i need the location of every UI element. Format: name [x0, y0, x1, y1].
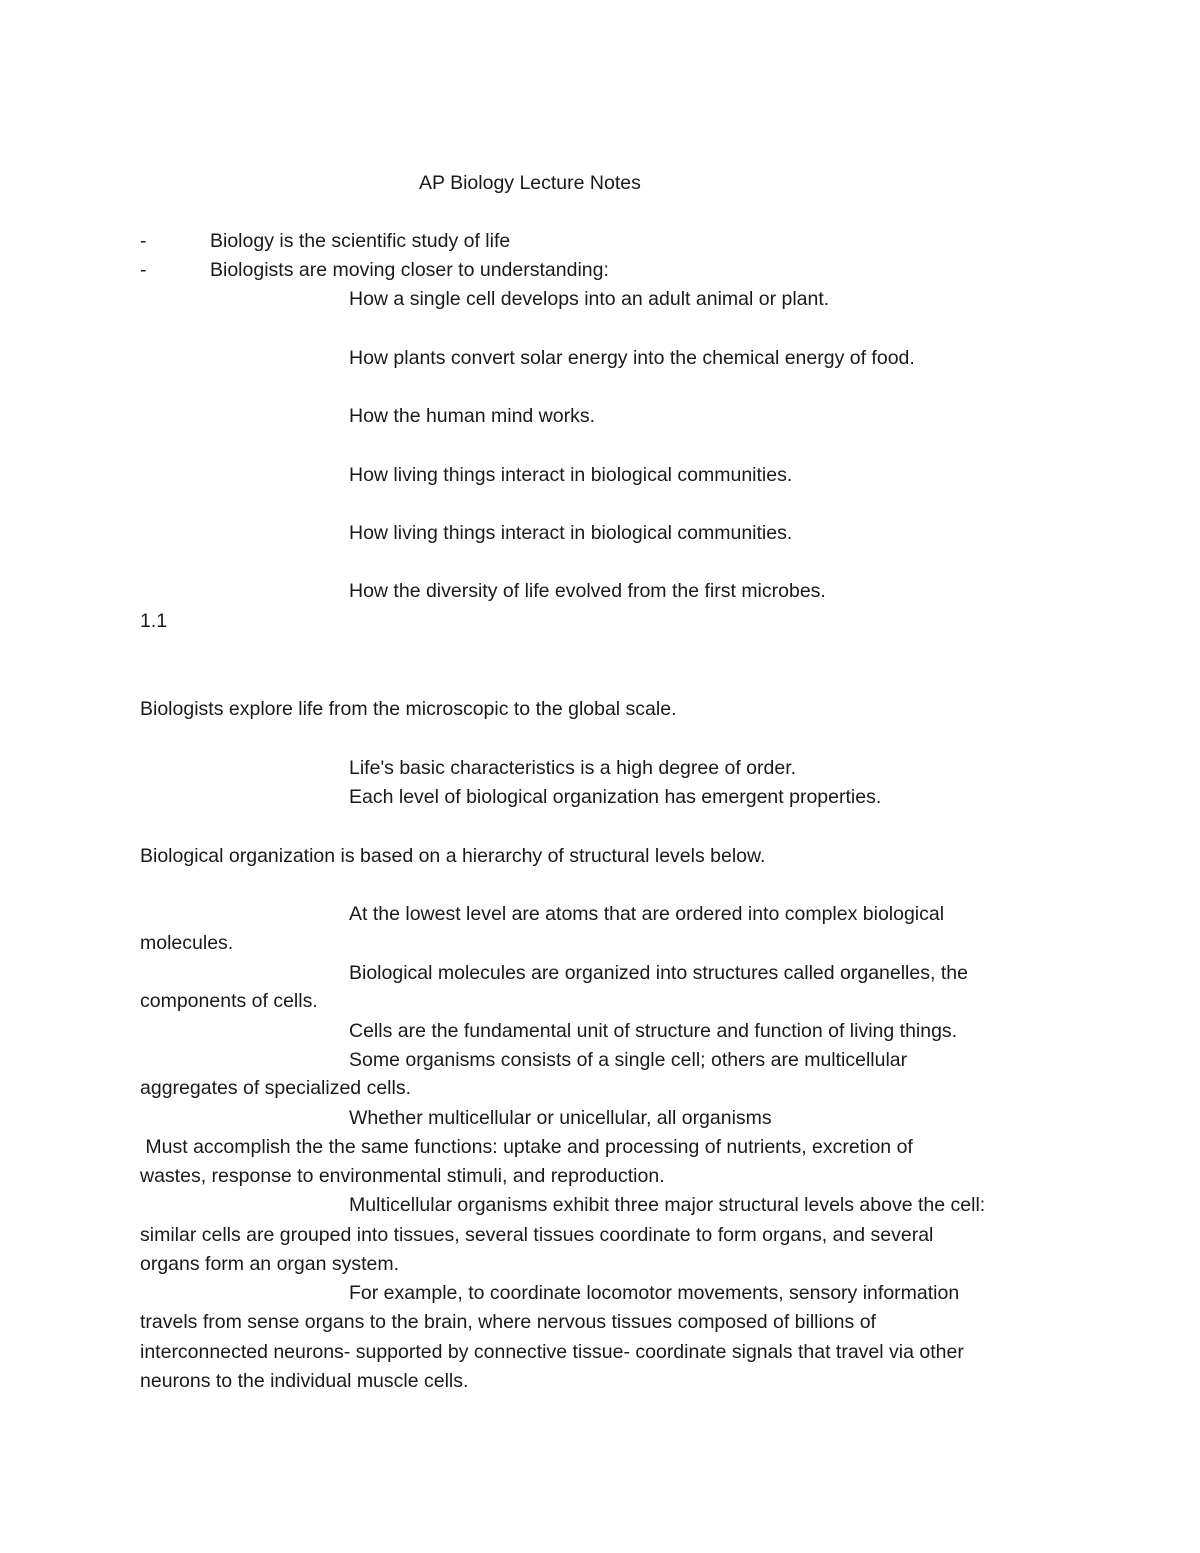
paragraph-line: organs form an organ system.	[140, 1253, 400, 1275]
understanding-item: How living things interact in biological communities.	[349, 522, 793, 544]
paragraph-line: Cells are the fundamental unit of structure and function of living things.	[349, 1020, 958, 1042]
paragraph-line: Multicellular organisms exhibit three major structural levels above the cell:	[349, 1194, 986, 1216]
bullet-marker: -	[140, 259, 147, 281]
paragraph-line: Must accomplish the the same functions: uptake and processing of nutrients, excretion of	[140, 1136, 913, 1158]
bullet-text: Biology is the scientific study of life	[210, 230, 511, 252]
paragraph-line: neurons to the individual muscle cells.	[140, 1370, 469, 1392]
paragraph-line: molecules.	[140, 932, 234, 954]
bullet-marker: -	[140, 230, 147, 252]
section-heading: Biologists explore life from the microscopic to the global scale.	[140, 698, 677, 720]
paragraph-line: Whether multicellular or unicellular, all organisms	[349, 1107, 772, 1129]
understanding-item: How the human mind works.	[349, 405, 596, 427]
order-point: Life's basic characteristics is a high degree of order.	[349, 757, 797, 779]
hierarchy-intro: Biological organization is based on a hierarchy of structural levels below.	[140, 845, 766, 867]
paragraph-line: Some organisms consists of a single cell; others are multicellular	[349, 1049, 908, 1071]
understanding-item: How plants convert solar energy into the chemical energy of food.	[349, 347, 915, 369]
paragraph-line: Biological molecules are organized into structures called organelles, the	[349, 962, 968, 984]
paragraph-line: travels from sense organs to the brain, where nervous tissues composed of billions of	[140, 1311, 876, 1333]
paragraph-line: For example, to coordinate locomotor movements, sensory information	[349, 1282, 960, 1304]
paragraph-line: components of cells.	[140, 990, 318, 1012]
bullet-text: Biologists are moving closer to understanding:	[210, 259, 609, 281]
paragraph-line: interconnected neurons- supported by connective tissue- coordinate signals that travel via other	[140, 1341, 964, 1363]
paragraph-line: At the lowest level are atoms that are ordered into complex biological	[349, 903, 945, 925]
section-number: 1.1	[140, 610, 168, 632]
order-point: Each level of biological organization has emergent properties.	[349, 786, 882, 808]
understanding-item: How the diversity of life evolved from the first microbes.	[349, 580, 826, 602]
understanding-item: How living things interact in biological communities.	[349, 464, 793, 486]
page-title: AP Biology Lecture Notes	[419, 172, 641, 194]
paragraph-line: similar cells are grouped into tissues, several tissues coordinate to form organs, and several	[140, 1224, 934, 1246]
understanding-item: How a single cell develops into an adult animal or plant.	[349, 288, 830, 310]
paragraph-line: aggregates of specialized cells.	[140, 1077, 411, 1099]
paragraph-line: wastes, response to environmental stimuli, and reproduction.	[140, 1165, 665, 1187]
